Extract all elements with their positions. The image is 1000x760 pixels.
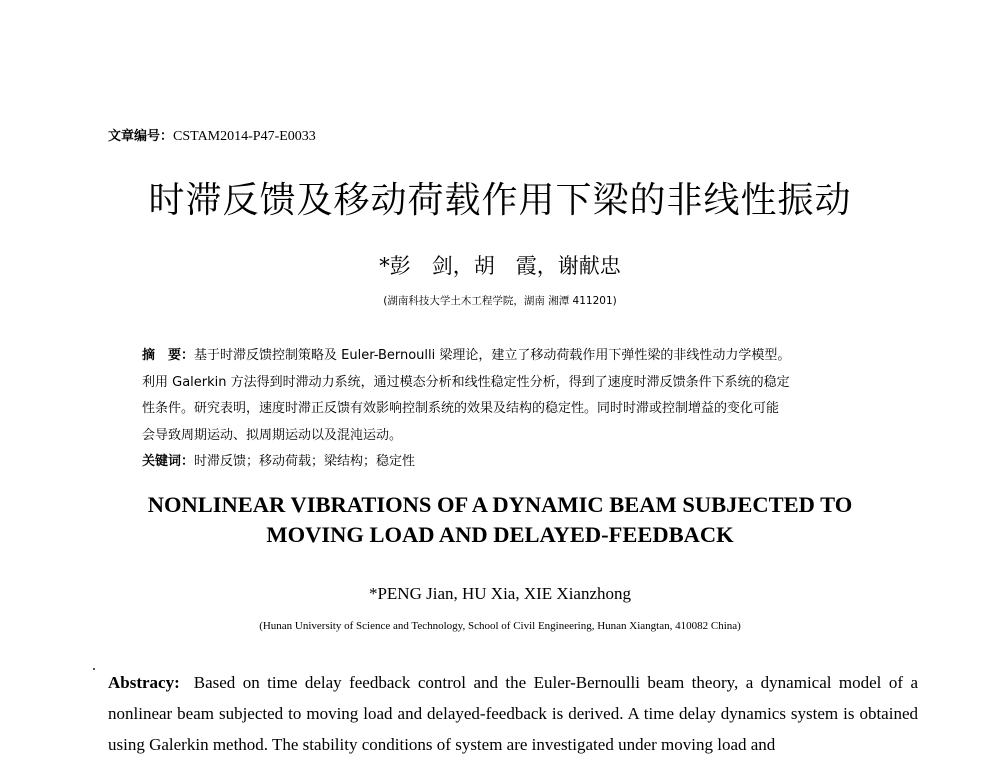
chinese-abstract-label: 摘 要： — [142, 348, 195, 363]
article-number-label: 文章编号： — [108, 129, 174, 144]
chinese-abstract-line: 利用 Galerkin 方法得到时滞动力系统，通过模态分析和线性稳定性分析，得到了速度时滞反馈条件下系统的稳定 — [142, 374, 790, 390]
english-abstract-text: Based on time delay feedback control and the Euler-Bernoulli beam theory, a dynamical model of a nonlinear beam subjected to moving load and delayed-feedback is derived. A time delay dynamics system is obtained using Galerkin method. The stability conditions of system are investigated under moving load and — [108, 673, 918, 754]
english-title-line: MOVING LOAD AND DELAYED-FEEDBACK — [266, 522, 734, 547]
chinese-keywords — [142, 449, 790, 476]
article-number-value: CSTAM2014-P47-E0033 — [173, 129, 316, 144]
chinese-keywords-label: 关键词： — [142, 454, 195, 469]
english-affiliation: (Hunan University of Science and Technology, School of Civil Engineering, Hunan Xiangtan, 410082 China) — [259, 620, 741, 632]
english-title — [0, 490, 1000, 550]
chinese-keywords-value: 时滞反馈；移动荷载；梁结构；稳定性 — [194, 454, 416, 469]
article-number — [108, 125, 316, 145]
chinese-abstract-line: 性条件。研究表明，速度时滞正反馈有效影响控制系统的效果及结构的稳定性。同时时滞或控制增益的变化可能 — [142, 401, 780, 416]
chinese-authors: *彭 剑，胡 霞，谢献忠 — [379, 254, 621, 278]
english-title-line: NONLINEAR VIBRATIONS OF A DYNAMIC BEAM SUBJECTED TO — [147, 492, 853, 517]
chinese-affiliation: (湖南科技大学土木工程学院，湖南 湘潭 411201) — [383, 295, 617, 307]
english-abstract — [108, 667, 918, 760]
chinese-abstract — [142, 343, 790, 476]
chinese-abstract-line — [142, 343, 790, 370]
chinese-abstract-line: 会导致周期运动、拟周期运动以及混沌运动。 — [142, 427, 403, 443]
chinese-abstract-text: 基于时滞反馈控制策略及 Euler-Bernoulli 梁理论，建立了移动荷载作用下弹性梁的非线性动力学模型。 — [194, 348, 791, 363]
chinese-title: 时滞反馈及移动荷载作用下梁的非线性振动 — [148, 180, 852, 221]
english-authors: *PENG Jian, HU Xia, XIE Xianzhong — [368, 584, 632, 603]
english-abstract-label: Abstracy: — [108, 673, 180, 692]
scan-artifact — [93, 668, 95, 670]
